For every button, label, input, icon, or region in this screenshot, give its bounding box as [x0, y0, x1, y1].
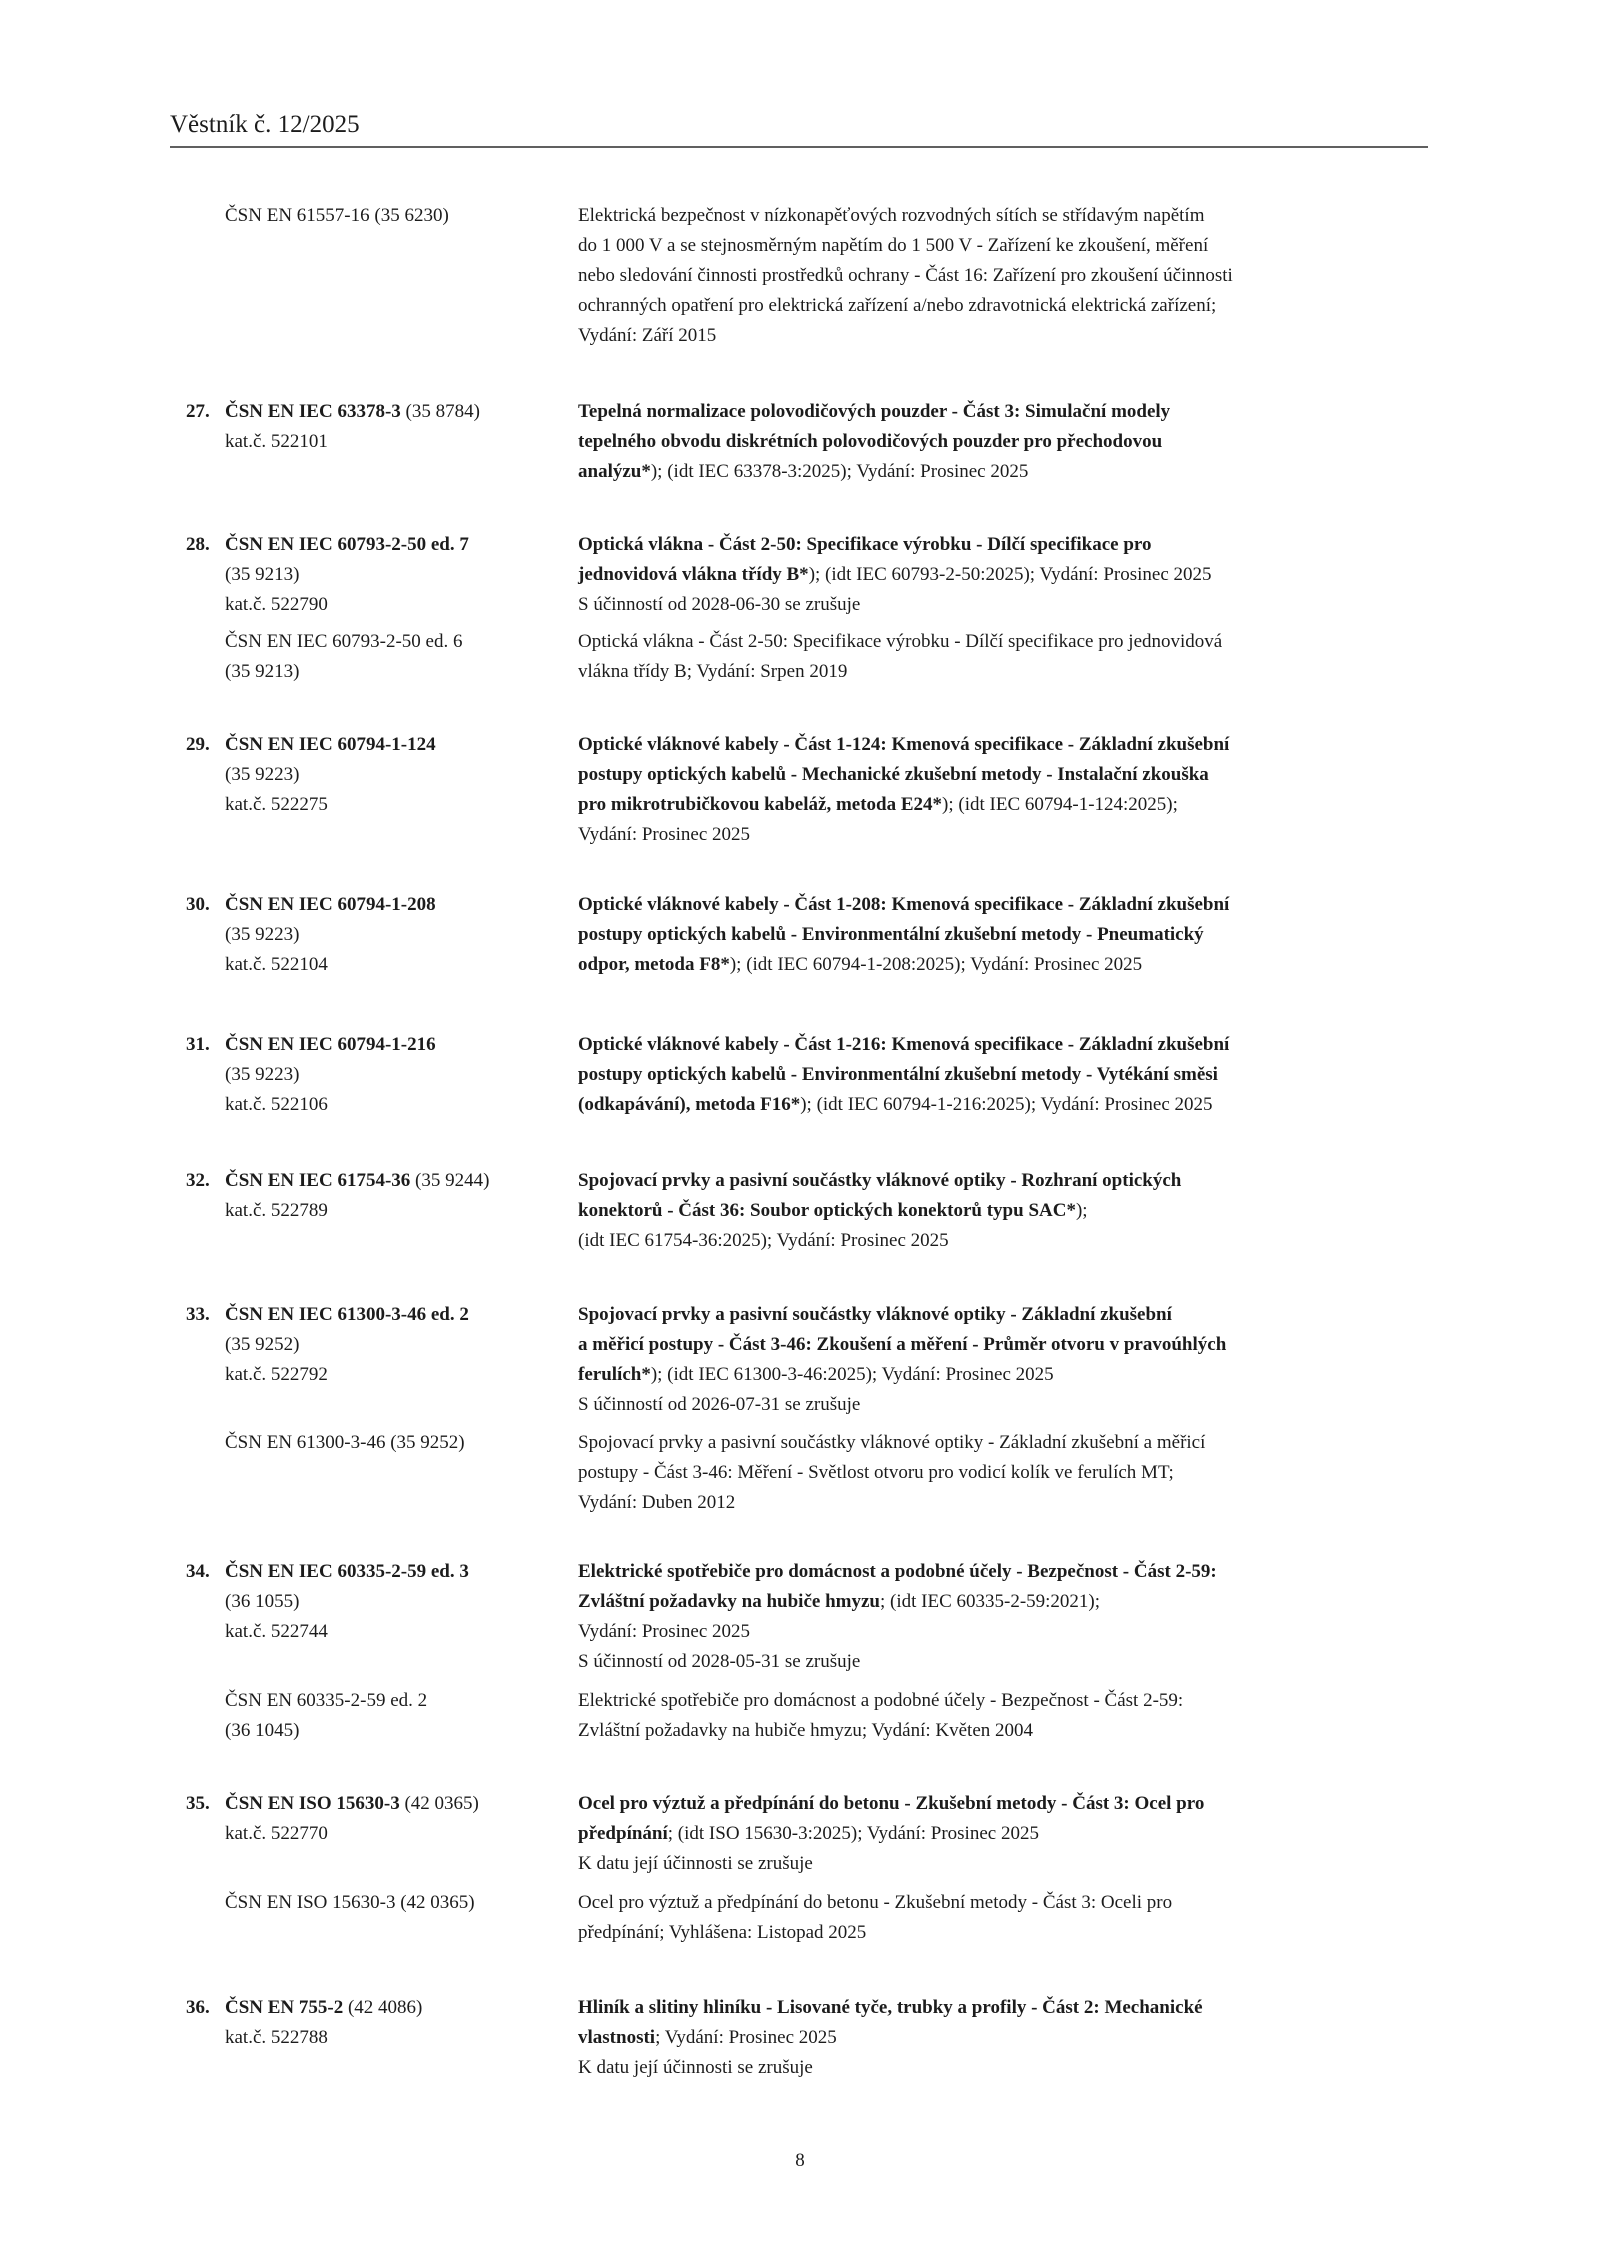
text-segment: Spojovací prvky a pasivní součástky vláknové optiky - Základní zkušební a měřicí: [578, 1432, 1206, 1453]
text-segment-bold: jednovidová vlákna třídy B*: [578, 564, 809, 585]
standard-description-line: [578, 1390, 1538, 1420]
standard-code-column: [225, 1166, 565, 1226]
standard-description-column: [578, 201, 1538, 351]
text-segment: kat.č. 522275: [225, 794, 328, 815]
text-segment: (36 1045): [225, 1720, 300, 1741]
text-segment: (36 1055): [225, 1591, 300, 1612]
standard-description-line: [578, 1993, 1538, 2023]
standard-description-line: [578, 590, 1538, 620]
standard-description-line: [578, 1030, 1538, 1060]
standard-description-line: [578, 790, 1538, 820]
entry-number: 33.: [186, 1304, 210, 1325]
text-segment: kat.č. 522101: [225, 431, 328, 452]
standard-description-line: [578, 1617, 1538, 1647]
standard-code-column: [225, 627, 565, 687]
standard-description-line: [578, 1488, 1538, 1518]
entry-number: 31.: [186, 1034, 210, 1055]
text-segment-bold: tepelného obvodu diskrétních polovodičových pouzder pro přechodovou: [578, 431, 1163, 452]
standard-code-line: [225, 590, 565, 620]
standard-description-line: [578, 2053, 1538, 2083]
text-segment-bold: postupy optických kabelů - Mechanické zkušební metody - Instalační zkouška: [578, 764, 1209, 785]
text-segment-bold: konektorů - Část 36: Soubor optických konektorů typu SAC*: [578, 1200, 1076, 1221]
text-segment: Optická vlákna - Část 2-50: Specifikace výrobku - Dílčí specifikace pro jednovidová: [578, 631, 1223, 652]
text-segment: (35 9223): [225, 764, 300, 785]
text-segment: kat.č. 522792: [225, 1364, 328, 1385]
text-segment: ); (idt IEC 60793-2-50:2025); Vydání: Prosinec 2025: [808, 564, 1212, 585]
standard-code-line: [225, 530, 565, 560]
standard-description-column: [578, 1686, 1538, 1746]
text-segment-bold: ČSN EN IEC 60794-1-216: [225, 1034, 436, 1055]
text-segment: (35 9223): [225, 924, 300, 945]
standard-code-line: [225, 790, 565, 820]
standard-description-column: [578, 627, 1538, 687]
entry-number: 29.: [186, 734, 210, 755]
standard-description-column: [578, 1300, 1538, 1420]
text-segment: ČSN EN 61557-16 (35 6230): [225, 205, 449, 226]
text-segment: S účinností od 2028-06-30 se zrušuje: [578, 594, 861, 615]
standard-code-line: [225, 2023, 565, 2053]
text-segment: kat.č. 522106: [225, 1094, 328, 1115]
standard-description-line: [578, 1789, 1538, 1819]
text-segment: ; (idt IEC 60335-2-59:2021);: [879, 1591, 1101, 1612]
standard-description-line: [578, 231, 1538, 261]
standard-description-line: [578, 1716, 1538, 1746]
text-segment-bold: pro mikrotrubičkovou kabeláž, metoda E24*: [578, 794, 943, 815]
standard-code-column: [225, 1789, 565, 1849]
standard-description-line: [578, 201, 1538, 231]
standard-description-column: [578, 730, 1538, 850]
standard-code-line: [225, 1360, 565, 1390]
standard-description-line: [578, 1166, 1538, 1196]
standard-description-line: [578, 820, 1538, 850]
entry-number: 28.: [186, 534, 210, 555]
standard-code-line: [225, 1789, 565, 1819]
text-segment-bold: ČSN EN IEC 60794-1-208: [225, 894, 436, 915]
text-segment-bold: Hliník a slitiny hliníku - Lisované tyče, trubky a profily - Část 2: Mechanické: [578, 1997, 1203, 2018]
standard-code-column: [225, 530, 565, 620]
text-segment: (35 9223): [225, 1064, 300, 1085]
text-segment: (35 9213): [225, 661, 300, 682]
text-segment: S účinností od 2026-07-31 se zrušuje: [578, 1394, 861, 1415]
text-segment: Zvláštní požadavky na hubiče hmyzu; Vydání: Květen 2004: [578, 1720, 1034, 1741]
text-segment: ; Vydání: Prosinec 2025: [655, 2027, 837, 2048]
bulletin-title: Věstník č. 12/2025: [170, 111, 360, 138]
standard-description-line: [578, 1918, 1538, 1948]
standard-description-column: [578, 1557, 1538, 1677]
standard-description-column: [578, 1166, 1538, 1256]
standard-description-line: [578, 730, 1538, 760]
standard-code-line: [225, 1557, 565, 1587]
text-segment: ČSN EN ISO 15630-3 (42 0365): [225, 1892, 475, 1913]
text-segment-bold: předpínání: [578, 1823, 668, 1844]
standard-code-line: [225, 1993, 565, 2023]
text-segment-bold: postupy optických kabelů - Environmentální zkušební metody - Vytékání směsi: [578, 1064, 1218, 1085]
standard-code-column: [225, 1030, 565, 1120]
text-segment: Vydání: Prosinec 2025: [578, 1621, 751, 1642]
standard-description-line: [578, 1819, 1538, 1849]
standard-description-column: [578, 397, 1538, 487]
standard-description-line: [578, 1226, 1538, 1256]
standard-code-line: [225, 560, 565, 590]
text-segment-bold: Optické vláknové kabely - Část 1-216: Kmenová specifikace - Základní zkušební: [578, 1034, 1230, 1055]
text-segment: Vydání: Září 2015: [578, 325, 717, 346]
entry-number: 32.: [186, 1170, 210, 1191]
standard-description-line: [578, 457, 1538, 487]
text-segment: kat.č. 522770: [225, 1823, 328, 1844]
standard-description-line: [578, 1587, 1538, 1617]
standard-description-line: [578, 321, 1538, 351]
standard-code-line: [225, 1587, 565, 1617]
standard-description-line: [578, 1557, 1538, 1587]
text-segment: K datu její účinnosti se zrušuje: [578, 2057, 813, 2078]
text-segment-bold: Tepelná normalizace polovodičových pouzder - Část 3: Simulační modely: [578, 401, 1171, 422]
text-segment: Elektrické spotřebiče pro domácnost a podobné účely - Bezpečnost - Část 2-59:: [578, 1690, 1184, 1711]
standard-description-line: [578, 1360, 1538, 1390]
text-segment: Vydání: Prosinec 2025: [578, 824, 751, 845]
standard-description-line: [578, 2023, 1538, 2053]
text-segment-bold: a měřicí postupy - Část 3-46: Zkoušení a měření - Průměr otvoru v pravoúhlých: [578, 1334, 1227, 1355]
standard-description-line: [578, 1090, 1538, 1120]
text-segment: vlákna třídy B; Vydání: Srpen 2019: [578, 661, 848, 682]
standard-description-column: [578, 1428, 1538, 1518]
standard-code-line: [225, 1716, 565, 1746]
text-segment: do 1 000 V a se stejnosměrným napětím do 1 500 V - Zařízení ke zkoušení, měření: [578, 235, 1209, 256]
standard-description-line: [578, 920, 1538, 950]
standard-code-line: [225, 730, 565, 760]
text-segment: ); (idt IEC 63378-3:2025); Vydání: Prosinec 2025: [650, 461, 1029, 482]
standard-description-line: [578, 1196, 1538, 1226]
standard-code-line: [225, 1888, 565, 1918]
standard-code-column: [225, 890, 565, 980]
standard-description-column: [578, 1789, 1538, 1879]
standard-description-line: [578, 950, 1538, 980]
standard-code-line: [225, 1196, 565, 1226]
standard-description-line: [578, 291, 1538, 321]
standard-description-line: [578, 1647, 1538, 1677]
standard-code-column: [225, 1557, 565, 1647]
text-segment: kat.č. 522790: [225, 594, 328, 615]
text-segment: ); (idt IEC 60794-1-124:2025);: [942, 794, 1178, 815]
standard-code-column: [225, 1993, 565, 2053]
standard-code-line: [225, 890, 565, 920]
standard-code-column: [225, 730, 565, 820]
text-segment: S účinností od 2028-05-31 se zrušuje: [578, 1651, 861, 1672]
standard-description-line: [578, 1428, 1538, 1458]
text-segment: předpínání; Vyhlášena: Listopad 2025: [578, 1922, 867, 1943]
text-segment: ochranných opatření pro elektrická zařízení a/nebo zdravotnická elektrická zařízení;: [578, 295, 1217, 316]
text-segment: Ocel pro výztuž a předpínání do betonu - Zkušební metody - Část 3: Oceli pro: [578, 1892, 1173, 1913]
standard-description-line: [578, 1849, 1538, 1879]
entry-number: 30.: [186, 894, 210, 915]
standard-code-line: [225, 760, 565, 790]
text-segment-bold: ČSN EN IEC 60794-1-124: [225, 734, 436, 755]
standard-code-line: [225, 1300, 565, 1330]
text-segment: (35 9213): [225, 564, 300, 585]
text-segment: (idt IEC 61754-36:2025); Vydání: Prosinec 2025: [578, 1230, 949, 1251]
standard-code-line: [225, 1819, 565, 1849]
text-segment-bold: postupy optických kabelů - Environmentální zkušební metody - Pneumatický: [578, 924, 1204, 945]
standard-description-line: [578, 890, 1538, 920]
text-segment: kat.č. 522744: [225, 1621, 328, 1642]
text-segment-bold: ČSN EN 755-2: [225, 1997, 344, 2018]
standard-description-line: [578, 657, 1538, 687]
text-segment-bold: ČSN EN IEC 63378-3: [225, 401, 401, 422]
entry-number: 34.: [186, 1561, 210, 1582]
text-segment: ; (idt ISO 15630-3:2025); Vydání: Prosinec 2025: [667, 1823, 1039, 1844]
standard-code-column: [225, 1428, 565, 1458]
standard-code-column: [225, 1888, 565, 1918]
text-segment: );: [1075, 1200, 1088, 1221]
text-segment: Vydání: Duben 2012: [578, 1492, 736, 1513]
standard-description-line: [578, 1888, 1538, 1918]
standard-code-line: [225, 1330, 565, 1360]
text-segment: ); (idt IEC 60794-1-216:2025); Vydání: Prosinec 2025: [800, 1094, 1213, 1115]
standard-description-column: [578, 530, 1538, 620]
standard-description-line: [578, 1330, 1538, 1360]
text-segment: kat.č. 522104: [225, 954, 328, 975]
text-segment-bold: Optické vláknové kabely - Část 1-208: Kmenová specifikace - Základní zkušební: [578, 894, 1230, 915]
text-segment-bold: ČSN EN IEC 61754-36: [225, 1170, 411, 1191]
standard-code-line: [225, 657, 565, 687]
standard-description-line: [578, 397, 1538, 427]
standard-code-column: [225, 201, 565, 231]
text-segment-bold: analýzu*: [578, 461, 651, 482]
standard-code-line: [225, 1166, 565, 1196]
text-segment-bold: ČSN EN IEC 60793-2-50 ed. 7: [225, 534, 469, 555]
text-segment-bold: odpor, metoda F8*: [578, 954, 730, 975]
standard-code-line: [225, 1428, 565, 1458]
text-segment: (35 9252): [225, 1334, 300, 1355]
standard-description-line: [578, 427, 1538, 457]
text-segment-bold: ČSN EN IEC 60335-2-59 ed. 3: [225, 1561, 469, 1582]
standard-code-line: [225, 950, 565, 980]
text-segment: ČSN EN IEC 60793-2-50 ed. 6: [225, 631, 463, 652]
standard-code-column: [225, 1686, 565, 1746]
standard-description-line: [578, 760, 1538, 790]
standard-description-column: [578, 1993, 1538, 2083]
text-segment: ); (idt IEC 61300-3-46:2025); Vydání: Prosinec 2025: [650, 1364, 1054, 1385]
text-segment-bold: Optická vlákna - Část 2-50: Specifikace výrobku - Dílčí specifikace pro: [578, 534, 1152, 555]
standard-code-column: [225, 397, 565, 457]
standard-description-line: [578, 530, 1538, 560]
text-segment: (35 9244): [410, 1170, 490, 1191]
text-segment-bold: ČSN EN IEC 61300-3-46 ed. 2: [225, 1304, 469, 1325]
text-segment: K datu její účinnosti se zrušuje: [578, 1853, 813, 1874]
standard-code-line: [225, 1617, 565, 1647]
standard-code-line: [225, 627, 565, 657]
text-segment: (35 8784): [400, 401, 480, 422]
standard-description-line: [578, 1686, 1538, 1716]
text-segment: (42 4086): [343, 1997, 423, 2018]
standard-code-column: [225, 1300, 565, 1390]
standard-code-line: [225, 1060, 565, 1090]
standard-description-line: [578, 261, 1538, 291]
standard-code-line: [225, 1030, 565, 1060]
entry-number: 35.: [186, 1793, 210, 1814]
standard-description-line: [578, 560, 1538, 590]
text-segment-bold: Spojovací prvky a pasivní součástky vláknové optiky - Rozhraní optických: [578, 1170, 1182, 1191]
text-segment: nebo sledování činnosti prostředků ochrany - Část 16: Zařízení pro zkoušení účinnosti: [578, 265, 1233, 286]
text-segment: postupy - Část 3-46: Měření - Světlost otvoru pro vodicí kolík ve ferulích MT;: [578, 1462, 1174, 1483]
text-segment: ČSN EN 60335-2-59 ed. 2: [225, 1690, 428, 1711]
text-segment: Elektrická bezpečnost v nízkonapěťových rozvodných sítích se střídavým napětím: [578, 205, 1205, 226]
standard-code-line: [225, 1686, 565, 1716]
text-segment: kat.č. 522789: [225, 1200, 328, 1221]
text-segment: ); (idt IEC 60794-1-208:2025); Vydání: Prosinec 2025: [729, 954, 1143, 975]
standard-description-line: [578, 1300, 1538, 1330]
page-number: 8: [795, 2150, 805, 2171]
entry-number: 27.: [186, 401, 210, 422]
standard-description-line: [578, 1060, 1538, 1090]
standard-code-line: [225, 427, 565, 457]
text-segment: ČSN EN 61300-3-46 (35 9252): [225, 1432, 465, 1453]
standard-description-column: [578, 890, 1538, 980]
standard-description-column: [578, 1888, 1538, 1948]
text-segment-bold: Optické vláknové kabely - Část 1-124: Kmenová specifikace - Základní zkušební: [578, 734, 1230, 755]
text-segment-bold: ferulích*: [578, 1364, 651, 1385]
text-segment-bold: Ocel pro výztuž a předpínání do betonu - Zkušební metody - Část 3: Ocel pro: [578, 1793, 1205, 1814]
text-segment-bold: vlastnosti: [578, 2027, 656, 2048]
standard-code-line: [225, 920, 565, 950]
standard-code-line: [225, 397, 565, 427]
standard-description-column: [578, 1030, 1538, 1120]
entry-number: 36.: [186, 1997, 210, 2018]
standard-code-line: [225, 1090, 565, 1120]
text-segment-bold: Spojovací prvky a pasivní součástky vláknové optiky - Základní zkušební: [578, 1304, 1172, 1325]
text-segment: (42 0365): [399, 1793, 479, 1814]
standard-description-line: [578, 1458, 1538, 1488]
text-segment-bold: (odkapávání), metoda F16*: [578, 1094, 801, 1115]
text-segment-bold: ČSN EN ISO 15630-3: [225, 1793, 400, 1814]
text-segment-bold: Zvláštní požadavky na hubiče hmyzu: [578, 1591, 880, 1612]
standard-code-line: [225, 201, 565, 231]
text-segment-bold: Elektrické spotřebiče pro domácnost a podobné účely - Bezpečnost - Část 2-59:: [578, 1561, 1217, 1582]
standard-description-line: [578, 627, 1538, 657]
text-segment: kat.č. 522788: [225, 2027, 328, 2048]
